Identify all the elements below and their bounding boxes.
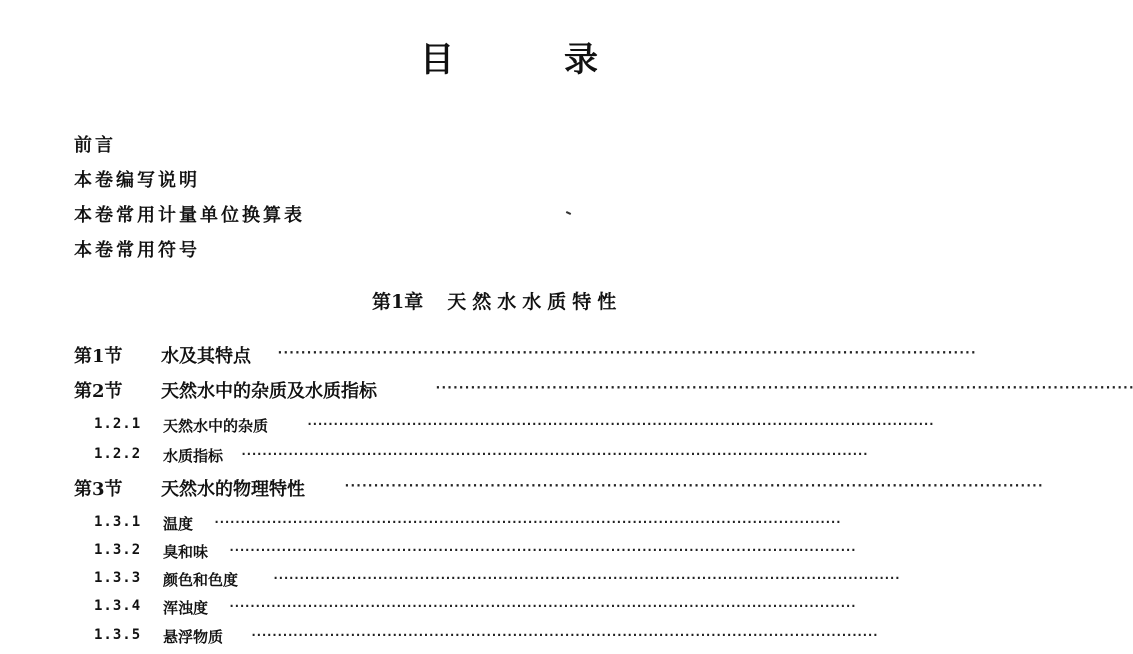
entry-label: 第3节 xyxy=(74,479,123,500)
entry-label: 1.3.2 xyxy=(94,542,142,558)
toc-entry-section-3[interactable] xyxy=(0,474,1043,500)
dot-leader: ························································································································ xyxy=(240,447,867,461)
dot-leader: ························································································································ xyxy=(228,543,855,557)
dot-leader: ························································································································ xyxy=(343,479,1043,494)
front-matter-symbols: 本卷常用符号 xyxy=(74,240,200,261)
entry-title: 天然水中的杂质及水质指标 xyxy=(161,381,377,402)
entry-label: 第1节 xyxy=(74,346,123,367)
entry-title: 臭和味 xyxy=(163,543,209,561)
dot-leader: ························································································································ xyxy=(250,628,877,642)
toc-entry-1-2-2[interactable] xyxy=(0,442,867,468)
entry-label: 1.3.3 xyxy=(94,570,142,586)
dot-leader: ························································································································ xyxy=(306,417,933,431)
toc-entry-1-2-1[interactable] xyxy=(0,412,933,438)
toc-entry-1-3-1[interactable] xyxy=(0,510,840,536)
entry-label: 1.2.1 xyxy=(94,416,142,432)
dot-leader: ························································································································ xyxy=(228,599,855,613)
chapter-title: 天然水水质特性 xyxy=(447,291,623,313)
front-matter-unit-conversion: 本卷常用计量单位换算表 xyxy=(74,205,305,226)
entry-title: 悬浮物质 xyxy=(163,628,224,646)
entry-label: 1.3.5 xyxy=(94,627,142,643)
toc-entry-1-3-3[interactable] xyxy=(0,566,899,592)
scan-speck xyxy=(566,211,571,215)
entry-title: 颜色和色度 xyxy=(163,571,239,589)
entry-title: 天然水中的杂质 xyxy=(163,417,269,435)
entry-label: 第2节 xyxy=(74,381,123,402)
entry-label: 1.2.2 xyxy=(94,446,142,462)
title-char-2: 录 xyxy=(564,40,598,80)
chapter-heading xyxy=(372,287,622,314)
entry-title: 水及其特点 xyxy=(161,346,251,367)
toc-entry-1-3-2[interactable] xyxy=(0,538,855,564)
dot-leader: ························································································································ xyxy=(213,515,840,529)
entry-title: 天然水的物理特性 xyxy=(161,479,305,500)
title-char-1: 目 xyxy=(420,40,454,80)
chapter-number: 第1章 xyxy=(372,291,424,313)
entry-title: 温度 xyxy=(163,515,194,533)
front-matter-editing-notes: 本卷编写说明 xyxy=(74,170,200,191)
dot-leader: ························································································································ xyxy=(272,571,899,585)
toc-entry-section-1[interactable] xyxy=(0,341,976,367)
entry-title: 浑浊度 xyxy=(163,599,209,617)
dot-leader: ························································································································ xyxy=(276,346,976,361)
toc-entry-section-2[interactable] xyxy=(0,376,1133,402)
dot-leader: ························································································································ xyxy=(434,381,1133,396)
entry-label: 1.3.4 xyxy=(94,598,142,614)
toc-entry-1-3-5[interactable] xyxy=(0,623,877,649)
toc-entry-1-3-4[interactable] xyxy=(0,594,855,620)
entry-label: 1.3.1 xyxy=(94,514,142,530)
front-matter-preface: 前言 xyxy=(74,135,116,156)
entry-title: 水质指标 xyxy=(163,447,224,465)
